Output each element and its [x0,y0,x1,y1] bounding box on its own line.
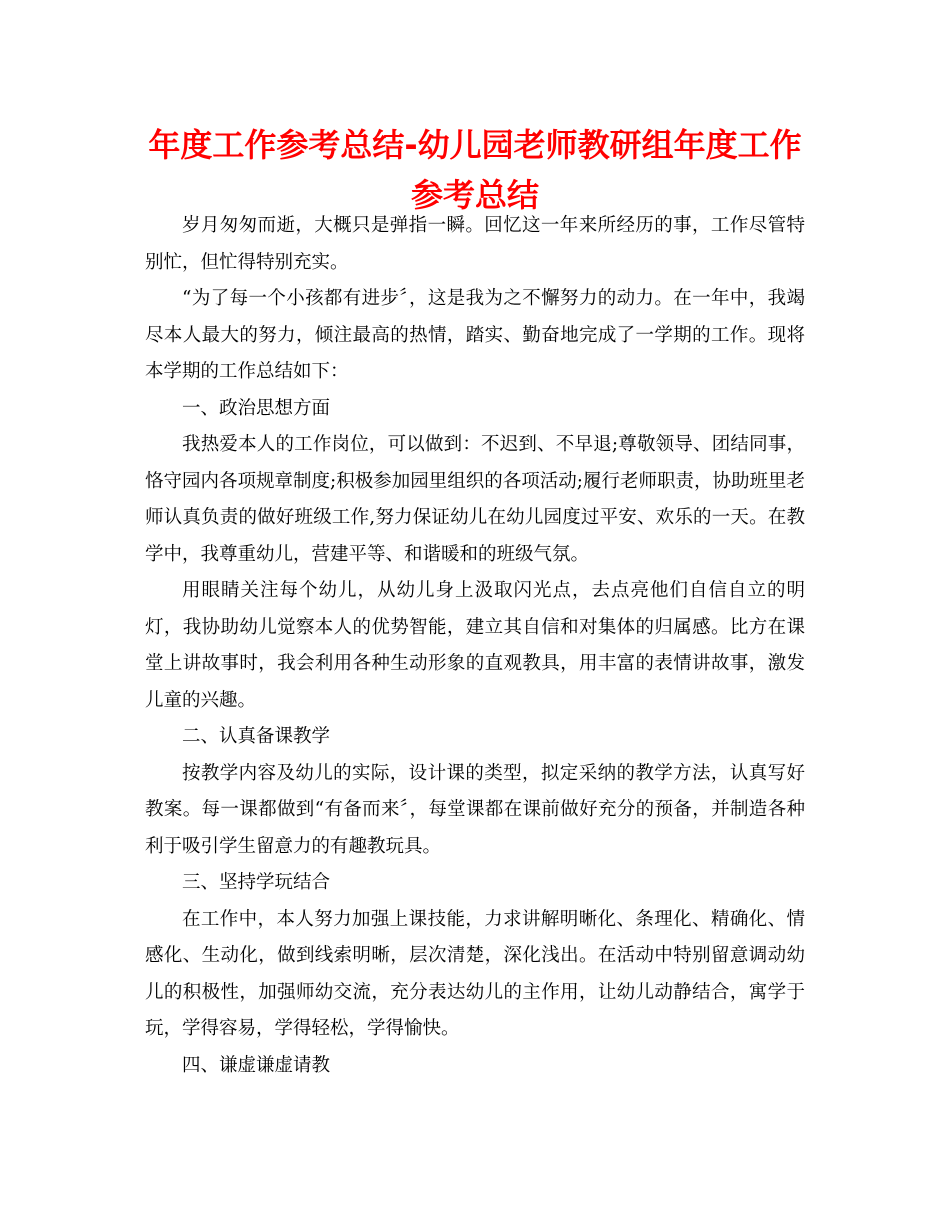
section-heading-lesson-prep: 二、认真备课教学 [182,726,331,747]
paragraph-learn-play: 在工作中，本人努力加强上课技能，力求讲解明晰化、条理化、精确化、情感化、生动化，做到线索明晰，层次清楚，深化浅出。在活动中特别留意调动幼儿的积极性，加强师幼交流，充分表达幼儿的主作用，让幼儿动静结合，寓学于玩，学得容易，学得轻松，学得愉快。 [145,908,805,1039]
document-title: 年度工作参考总结-幼儿园老师教研组年度工作参考总结 [148,126,802,214]
document-body [145,208,805,1084]
paragraph-attention: 用眼睛关注每个幼儿，从幼儿身上汲取闪光点，去点亮他们自信自立的明灯，我协助幼儿觉察本人的优势智能，建立其自信和对集体的归属感。比方在课堂上讲故事时，我会利用各种生动形象的直观教具，用丰富的表情讲故事，激发儿童的兴趣。 [145,580,805,711]
paragraph-politics: 我热爱本人的工作岗位，可以做到：不迟到、不早退;尊敬领导、团结同事，恪守园内各项规章制度;积极参加园里组织的各项活动;履行老师职责，协助班里老师认真负责的做好班级工作,努力保证幼儿在幼儿园度过平安、欢乐的一天。在教学中，我尊重幼儿，营建平等、和谐暖和的班级气氛。 [145,434,805,565]
section-heading-learn-play: 三、坚持学玩结合 [182,872,331,893]
paragraph-intro: 岁月匆匆而逝，大概只是弹指一瞬。回忆这一年来所经历的事，工作尽管特别忙，但忙得特别充实。 [145,215,805,273]
paragraph-motivation: “为了每一个小孩都有进步〞，这是我为之不懈努力的动力。在一年中，我竭尽本人最大的努力，倾注最高的热情，踏实、勤奋地完成了一学期的工作。现将本学期的工作总结如下： [145,288,805,382]
section-heading-modesty: 四、谦虚谦虚请教 [182,1054,331,1076]
section-heading-politics: 一、政治思想方面 [182,397,331,419]
paragraph-lesson-prep: 按教学内容及幼儿的实际，设计课的类型，拟定采纳的教学方法，认真写好教案。每一课都做到“有备而来〞，每堂课都在课前做好充分的预备，并制造各种利于吸引学生留意力的有趣教玩具。 [145,762,805,857]
